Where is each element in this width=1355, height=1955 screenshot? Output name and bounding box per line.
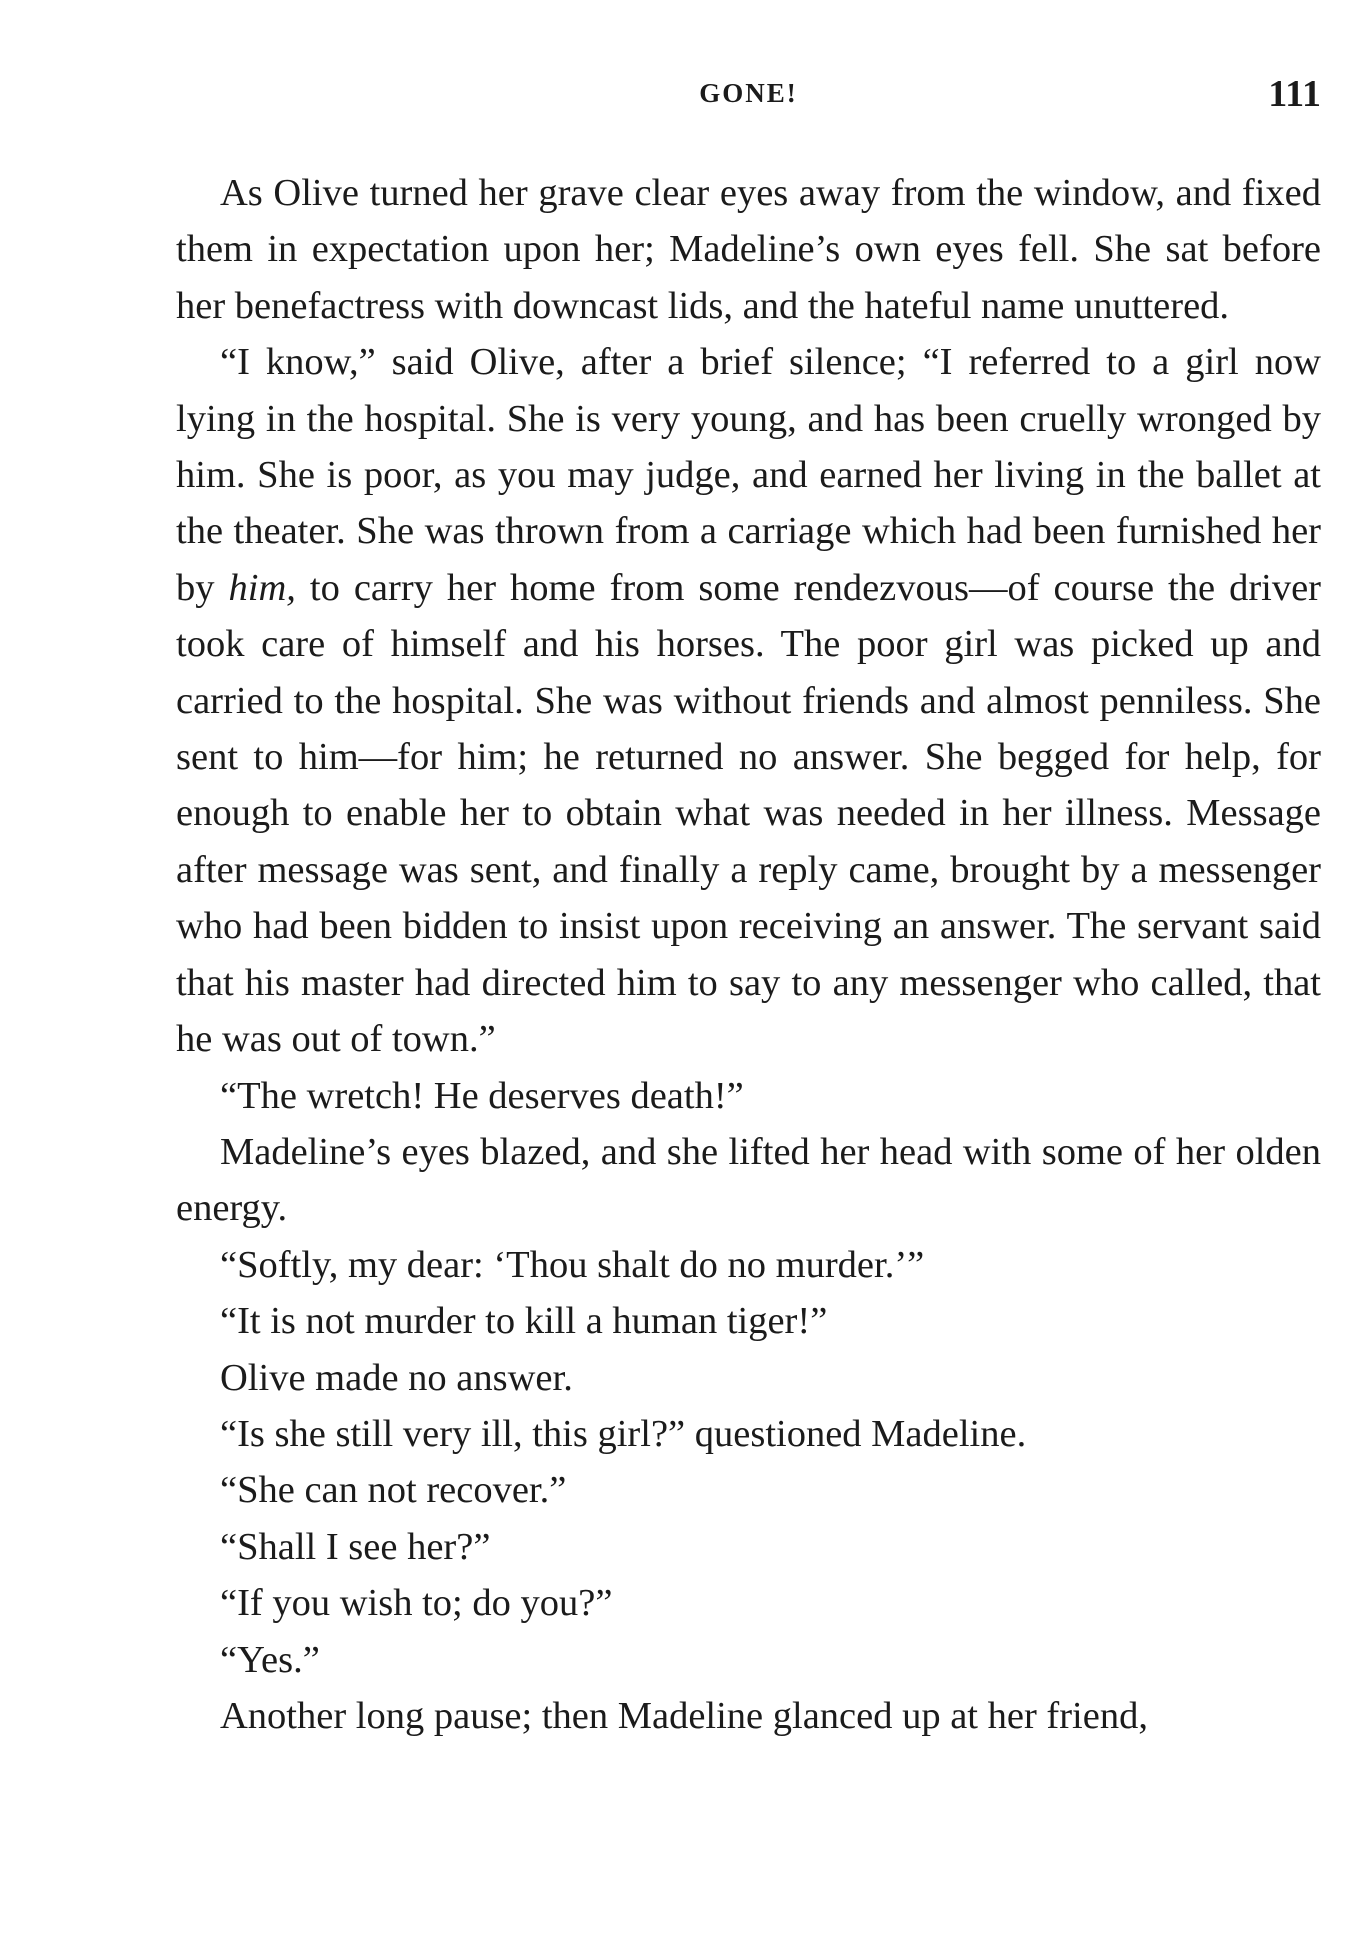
paragraph: “She can not recover.”	[220, 1469, 567, 1512]
paragraph: “Yes.”	[220, 1638, 320, 1681]
paragraph: “I know,” said Olive, after a brief silence; “I referred to a girl now lying in the hospital. She is very young, and has been cruelly wronged by him. She is poor, as you may judge, and earned her living in the ballet at the theater. She was thrown from a carriage which had been furnished her by him, to carry her home from some rendezvous—of course the driver took care of himself and his horses. The poor girl was picked up and carried to the hospital. She was without friends and almost penniless. She sent to him—for him; he returned no answer. She begged for help, for enough to enable her to obtain what was needed in her illness. Message after message was sent, and finally a reply came, brought by a messenger who had been bidden to insist upon receiving an answer. The servant said that his master had directed him to say to any messenger who called, that he was out of town.”	[176, 341, 1321, 1061]
paragraph: As Olive turned her grave clear eyes away from the window, and fixed them in expectation upon her; Madeline’s own eyes fell. She sat before her benefactress with downcast lids, and the hateful name unuttered.	[176, 172, 1321, 327]
paragraph: “Softly, my dear: ‘Thou shalt do no murder.’”	[220, 1243, 925, 1286]
paragraph: Olive made no answer.	[220, 1356, 573, 1399]
paragraph: “Is she still very ill, this girl?” questioned Madeline.	[220, 1412, 1027, 1455]
page-header	[176, 72, 1321, 122]
paragraph: “The wretch! He deserves death!”	[220, 1074, 744, 1117]
paragraph: Another long pause; then Madeline glanced up at her friend,	[220, 1694, 1148, 1737]
running-title: GONE!	[699, 78, 798, 108]
paragraph: “If you wish to; do you?”	[220, 1582, 613, 1625]
paragraph: Madeline’s eyes blazed, and she lifted her head with some of her olden energy.	[176, 1130, 1321, 1230]
paragraph: “It is not murder to kill a human tiger!”	[220, 1300, 828, 1343]
page-number: 111	[1268, 73, 1321, 115]
paragraph: “Shall I see her?”	[220, 1525, 491, 1568]
body-text	[176, 165, 1321, 1744]
emphasized-word: him,	[228, 566, 296, 609]
